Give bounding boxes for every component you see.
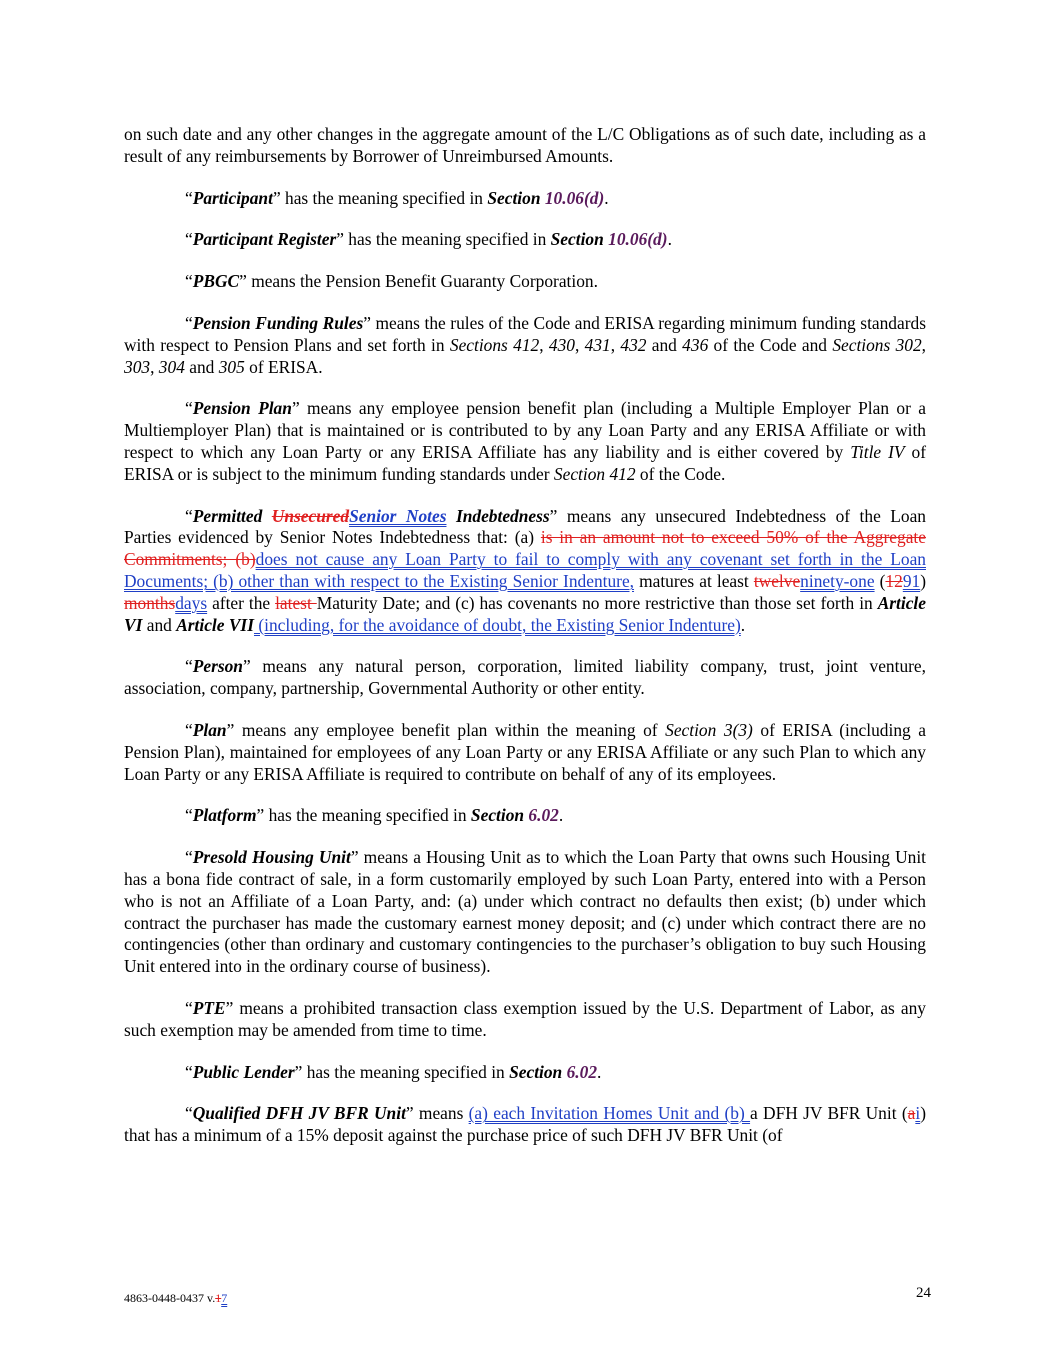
definition-participant-register: “Participant Register” has the meaning specified in Section 10.06(d).: [185, 229, 672, 250]
definition-pte: “PTE” means a prohibited transaction class exemption issued by the U.S. Department of Labor, as any such exemption may be amended from time to time.: [124, 997, 926, 1040]
definition-public-lender: “Public Lender” has the meaning specified in Section 6.02.: [185, 1061, 602, 1082]
inserted-text: i: [915, 1103, 921, 1124]
inserted-text: (including, for the avoidance of doubt, the Existing Senior Indenture): [253, 614, 741, 635]
definition-platform: “Platform” has the meaning specified in Section 6.02.: [185, 805, 564, 826]
definition-presold-housing-unit: “Presold Housing Unit” means a Housing Unit as to which the Loan Party that owns such Housing Unit has a bona fide contract of sale, in a form customarily employed by such Loan Party, entered into with a Person who is not an Affiliate of a Loan Party, and: (a) under which contract no defaults then exist; (b) under which contract the purchaser has made the customary earnest money deposit; and (c) under which contract there are no contingencies (other than ordinary and customary contingencies to the purchaser’s obligation to buy such Housing Unit entered into in the ordinary course of business).: [124, 847, 926, 977]
continuation-paragraph: on such date and any other changes in the aggregate amount of the L/C Obligations as of such date, including as a result of any reimbursements by Borrower of Unreimbursed Amounts.: [124, 124, 926, 166]
section-reference[interactable]: 6.02: [566, 1061, 598, 1082]
inserted-text: ninety-one: [800, 570, 875, 591]
inserted-text: days: [175, 592, 208, 613]
deleted-text: twelve: [753, 570, 801, 591]
section-reference[interactable]: 10.06(d): [544, 187, 605, 208]
document-id: 4863-0448-0437 v.17: [124, 1291, 228, 1305]
defined-term: Person: [192, 656, 243, 677]
deleted-text: is in an amount not to exceed 50% of the Aggregate Commitments; (b): [124, 527, 926, 570]
defined-term: PTE: [192, 997, 226, 1018]
inserted-text: 7: [221, 1291, 228, 1305]
defined-term: Platform: [192, 805, 257, 826]
definition-permitted-senior-notes-indebtedness: “Permitted UnsecuredSenior Notes Indebtedness” means any unsecured Indebtedness of the Loan Parties evidenced by Senior Notes Indebtedness that: (a) is in an amount not to exceed 50% of the Aggregate Commitments; (b)does not cause any Loan Party to fail to comply with any covenant set forth in the Loan Documents; (b) other than with respect to the Existing Senior Indenture, matures at least twelveninety-one (1291) monthsdays after the latest Maturity Date; and (c) has covenants no more restrictive than those set forth in Article VI and Article VII (including, for the avoidance of doubt, the Existing Senior Indenture).: [124, 505, 926, 635]
page-number: 24: [916, 1285, 931, 1301]
defined-term: Pension Plan: [192, 398, 292, 419]
inserted-text: Senior Notes: [349, 505, 447, 526]
deleted-text: Unsecured: [271, 505, 350, 526]
definition-pension-plan: “Pension Plan” means any employee pension benefit plan (including a Multiple Employer Plan or a Multiemployer Plan) that is maintained or is contributed to by any Loan Party and any ERISA Affiliate or with respect to which any Loan Party or any ERISA Affiliate has any liability and is either covered by Title IV of ERISA or is subject to the minimum funding standards under Section 412 of the Code.: [124, 398, 927, 484]
definition-pbgc: “PBGC” means the Pension Benefit Guaranty Corporation.: [185, 271, 598, 292]
defined-term: PBGC: [192, 271, 240, 292]
defined-term: Public Lender: [192, 1061, 295, 1082]
deleted-text: 12: [885, 570, 903, 591]
deleted-text: latest: [275, 592, 317, 613]
deleted-text: 1: [215, 1291, 222, 1305]
document-body: [124, 124, 926, 1167]
inserted-text: 91: [902, 570, 921, 591]
defined-term: Participant Register: [192, 229, 337, 250]
defined-term: Presold Housing Unit: [192, 847, 351, 868]
section-reference[interactable]: 6.02: [528, 805, 559, 826]
defined-term: Plan: [192, 719, 227, 740]
deleted-text: a: [907, 1103, 916, 1124]
section-reference[interactable]: 10.06(d): [608, 229, 668, 250]
definition-plan: “Plan” means any employee benefit plan within the meaning of Section 3(3) of ERISA (including a Pension Plan), maintained for employees of any Loan Party or any ERISA Affiliate or any such Plan to which any Loan Party or any ERISA Affiliate is required to contribute on behalf of any of its employees.: [124, 719, 926, 784]
defined-term: Participant: [192, 187, 273, 208]
defined-term: Qualified DFH JV BFR Unit: [192, 1103, 406, 1124]
defined-term: Pension Funding Rules: [192, 312, 364, 333]
inserted-text: does not cause any Loan Party to fail to comply with any covenant set forth in the Loan Documents; (b) other than with respect to the Existing Senior Indenture,: [124, 549, 926, 591]
defined-term: Permitted: [192, 505, 272, 526]
deleted-text: months: [124, 592, 176, 613]
inserted-text: (a) each Invitation Homes Unit and (b): [468, 1103, 751, 1124]
definition-person: “Person” means any natural person, corporation, limited liability company, trust, joint venture, association, company, partnership, Governmental Authority or other entity.: [124, 656, 926, 699]
definition-participant: “Participant” has the meaning specified in Section 10.06(d).: [185, 187, 609, 208]
definition-qualified-dfh-jv-bfr-unit: “Qualified DFH JV BFR Unit” means (a) each Invitation Homes Unit and (b) a DFH JV BFR Unit (ai) that has a minimum of a 15% deposit against the purchase price of such DFH JV BFR Unit (of: [124, 1103, 926, 1146]
definition-pension-funding-rules: “Pension Funding Rules” means the rules of the Code and ERISA regarding minimum funding standards with respect to Pension Plans and set forth in Sections 412, 430, 431, 432 and 436 of the Code and Sections 302, 303, 304 and 305 of ERISA.: [124, 312, 927, 377]
